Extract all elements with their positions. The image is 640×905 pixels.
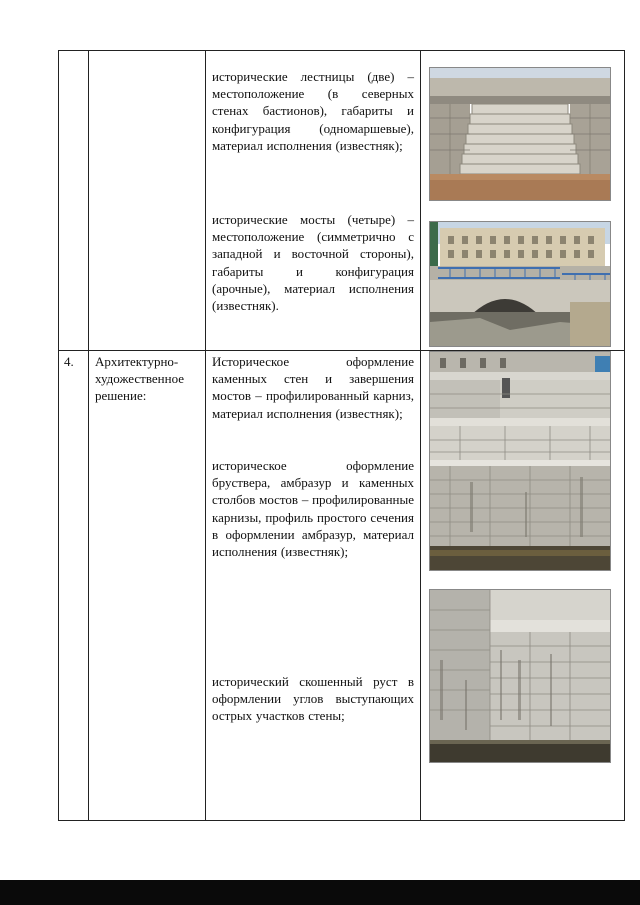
description-cell [206, 51, 421, 351]
row-title-cell [89, 351, 206, 821]
stone-wall-photo [429, 351, 611, 571]
rusticated-corner-photo [429, 589, 611, 763]
table-row [59, 351, 625, 821]
row-number: 4. [64, 354, 74, 369]
bridges-description: исторические мосты (четыре) – местоположение (симметрично с западной и восточной стороны), габариты и конфигурация (арочные), материал исполнения (известняк). [212, 212, 414, 314]
description-cell [206, 351, 421, 821]
table-row [59, 51, 625, 351]
photos-cell [421, 351, 625, 821]
heritage-elements-table [58, 50, 625, 821]
row-number-cell [59, 351, 89, 821]
scan-bottom-edge [0, 880, 640, 905]
row-title-cell [89, 51, 206, 351]
bridge-photo [429, 221, 611, 347]
stairs-photo [429, 67, 611, 201]
stairs-description: исторические лестницы (две) – местоположение (в северных стенах бастионов), габариты и конфигурация (одномаршевые), материал исполнения (известняк); [212, 69, 414, 153]
rustication-description: исторический скошенный руст в оформлении углов выступающих острых участков стены; [212, 674, 414, 724]
photos-cell [421, 51, 625, 351]
row-number-cell [59, 51, 89, 351]
walls-cornice-description: Историческое оформление каменных стен и завершения мостов – профилированный карниз, материал исполнения (известняк); [212, 354, 414, 421]
row-title [89, 51, 205, 53]
row-title: Архитектурно-художественное решение: [95, 354, 185, 403]
parapet-embrasure-description: историческое оформление бруствера, амбразур и каменных столбов мостов – профилированные карнизы, профиль простого сечения в оформлении амбразур, материал исполнения (известняк); [212, 458, 415, 560]
row-number [59, 51, 88, 54]
